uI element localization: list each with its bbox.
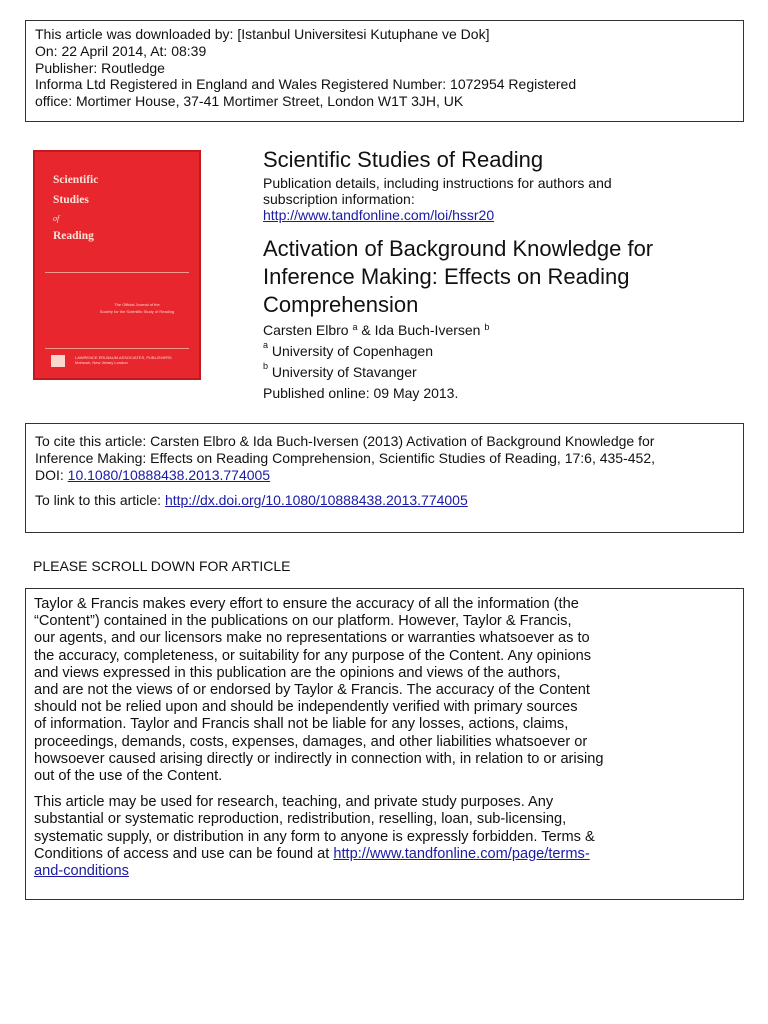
cover-title-line: Studies: [53, 194, 89, 206]
terms-line: [34, 846, 735, 863]
affiliation-marker: a: [352, 322, 358, 332]
office-address-line: office: Mortimer House, 37-41 Mortimer Street, London W1T 3JH, UK: [35, 93, 464, 110]
journal-title: Scientific Studies of Reading: [263, 147, 544, 172]
citation-line: Inference Making: Effects on Reading Comprehension, Scientific Studies of Reading, 17:6, 435-452,: [35, 449, 656, 466]
cover-title-line: of: [53, 214, 60, 223]
affiliation-name: University of Stavanger: [271, 364, 417, 380]
disclaimer-line: out of the use of the Content.: [34, 768, 223, 785]
download-date-line: On: 22 April 2014, At: 08:39: [35, 42, 207, 59]
publication-details: [263, 175, 612, 223]
publisher-line: Publisher: Routledge: [35, 59, 165, 76]
affiliation-marker: a: [263, 340, 269, 350]
cover-title-line: Reading: [53, 230, 94, 242]
author-name: Ida Buch-Iversen: [374, 322, 481, 338]
disclaimer-line: “Content”) contained in the publications on our platform. However, Taylor & Francis,: [34, 613, 572, 630]
doi-prefix: DOI:: [35, 466, 68, 483]
affiliation-a: [263, 340, 434, 359]
article-link[interactable]: http://dx.doi.org/10.1080/10888438.2013.774005: [164, 492, 468, 509]
publication-details-line: subscription information:: [263, 191, 415, 207]
terms-prefix: Conditions of access and use can be found at: [34, 845, 334, 862]
author-name: Carsten Elbro: [263, 322, 349, 338]
article-title-line: Comprehension: [263, 292, 419, 317]
publication-details-line: Publication details, including instructions for authors and: [263, 175, 612, 191]
article-link-line: [35, 492, 734, 509]
journal-cover-image: [33, 150, 201, 380]
cover-rule: [45, 348, 189, 349]
cover-publisher: [75, 355, 185, 365]
cover-rule: [45, 272, 189, 273]
disclaimer-line: of information. Taylor and Francis shall not be liable for any losses, actions, claims,: [34, 716, 569, 733]
disclaimer-line: and views expressed in this publication are the opinions and views of the authors,: [34, 664, 561, 681]
affiliation-marker: b: [263, 361, 269, 371]
journal-url-link[interactable]: http://www.tandfonline.com/loi/hssr20: [263, 207, 495, 223]
disclaimer-line: howsoever caused arising directly or indirectly in connection with, in relation to or arising: [34, 750, 604, 767]
usage-line: substantial or systematic reproduction, redistribution, reselling, loan, sub-licensing,: [34, 811, 567, 828]
registration-line: Informa Ltd Registered in England and Wales Registered Number: 1072954 Registered: [35, 76, 577, 93]
usage-line: This article may be used for research, teaching, and private study purposes. Any: [34, 794, 554, 811]
terms-link[interactable]: and-conditions: [34, 863, 129, 880]
disclaimer-box: [25, 588, 744, 900]
terms-line: [34, 863, 735, 880]
terms-link[interactable]: http://www.tandfonline.com/page/terms-: [333, 845, 590, 862]
disclaimer-line: and are not the views of or endorsed by Taylor & Francis. The accuracy of the Content: [34, 682, 590, 699]
scroll-notice: PLEASE SCROLL DOWN FOR ARTICLE: [33, 558, 291, 574]
affiliation-name: University of Copenhagen: [271, 343, 434, 359]
download-notice-line: This article was downloaded by: [Istanbul Universitesi Kutuphane ve Dok]: [35, 26, 490, 42]
disclaimer-line: proceedings, demands, costs, expenses, damages, and other liabilities whatsoever or: [34, 733, 588, 750]
citation-line: To cite this article: Carsten Elbro & Ida Buch-Iversen (2013) Activation of Background Knowledge for: [35, 433, 655, 449]
cover-caption-line: Society for the Scientific Study of Reading: [99, 309, 175, 314]
citation-doi-line: [35, 467, 734, 484]
disclaimer-line: our agents, and our licensors make no representations or warranties whatsoever as to: [34, 630, 590, 647]
doi-link[interactable]: 10.1080/10888438.2013.774005: [67, 466, 271, 483]
download-notice-box: [25, 20, 744, 122]
cover-publisher-line: Mahwah, New Jersey London: [75, 360, 128, 365]
cover-publisher-line: LAWRENCE ERLBAUM ASSOCIATES, PUBLISHERS: [75, 355, 172, 360]
citation-box: [25, 423, 744, 533]
disclaimer-line: the accuracy, completeness, or suitability for any purpose of the Content. Any opinions: [34, 647, 592, 664]
affiliation-b: [263, 361, 417, 380]
article-title-line: Inference Making: Effects on Reading: [263, 264, 630, 289]
cover-caption-line: The Official Journal of the: [114, 302, 160, 307]
article-title-line: Activation of Background Knowledge for: [263, 236, 654, 261]
publisher-logo-icon: [51, 355, 65, 367]
usage-line: systematic supply, or distribution in any form to anyone is expressly forbidden. Terms &: [34, 828, 595, 845]
affiliation-marker: b: [484, 322, 490, 332]
disclaimer-line: should not be relied upon and should be independently verified with primary sources: [34, 699, 578, 716]
published-online: Published online: 09 May 2013.: [263, 385, 459, 401]
author-separator: &: [357, 322, 375, 338]
cover-title-line: Scientific: [53, 174, 99, 186]
article-title: [263, 235, 733, 319]
disclaimer-line: Taylor & Francis makes every effort to ensure the accuracy of all the information (the: [34, 596, 579, 612]
article-link-prefix: To link to this article:: [35, 492, 165, 509]
authors: [263, 322, 489, 338]
